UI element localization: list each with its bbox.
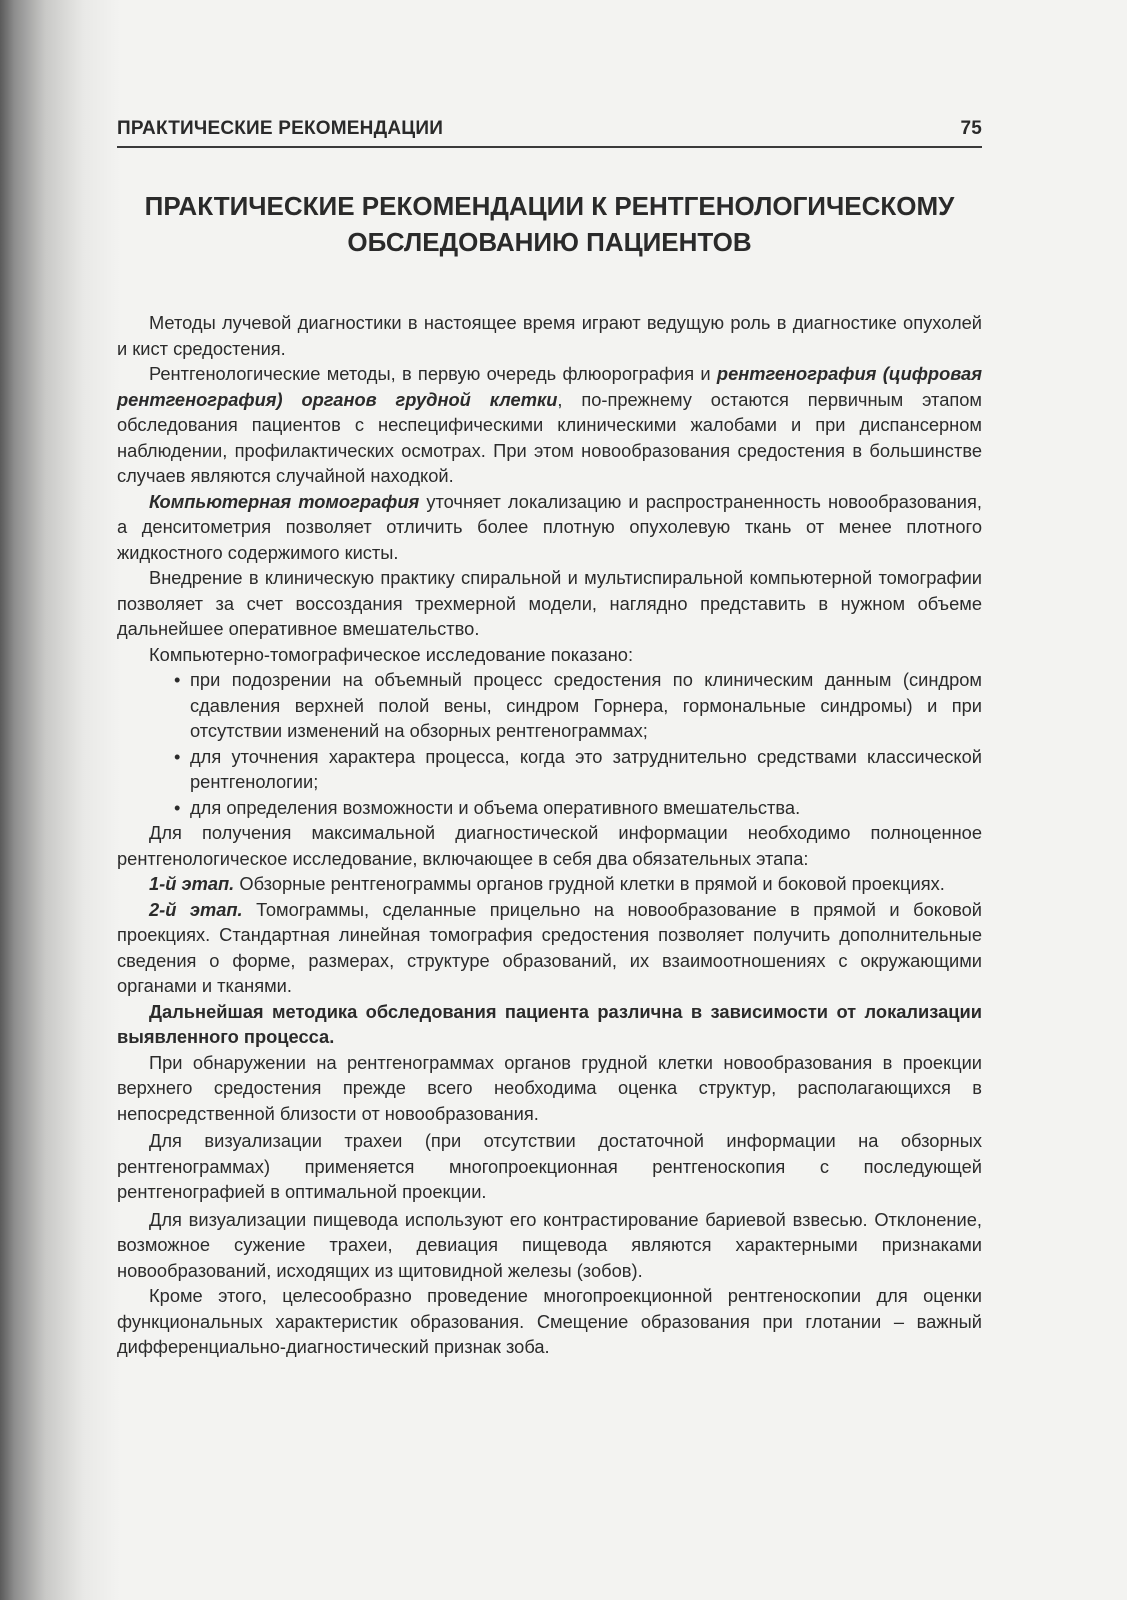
paragraph-9: Для визуализации трахеи (при отсутствии достаточной информации на обзорных рентгенограммах) применяется многопроекционная рентгеноскопия с последующей рентгенографией в оптимальной проекции. — [117, 1130, 982, 1202]
paragraph-3 — [117, 489, 982, 566]
chapter-title — [117, 188, 982, 260]
paragraph-11: Кроме этого, целесообразно проведение многопроекционной рентгеноскопии для оценки функциональных характеристик образования. Смещение образования при глотании – важный дифференциально-диагностический признак зоба. — [117, 1285, 982, 1357]
stage-2-text: Томограммы, сделанные прицельно на новообразование в прямой и боковой проекциях. Стандартная линейная томография средостения позволяет получить дополнительные сведения о форме, размерах, структуре образований, их взаимоотношениях с окружающими органами и тканями. — [117, 898, 982, 996]
bullet-icon: • — [174, 669, 181, 690]
chapter-title-line-1: ПРАКТИЧЕСКИЕ РЕКОМЕНДАЦИИ К РЕНТГЕНОЛОГИЧЕСКОМУ — [144, 191, 955, 221]
list-item-text: при подозрении на объемный процесс средостения по клиническим данным (синдром сдавления верхней полой вены, синдром Горнера, гормональные синдромы) и при отсутствии изменений на обзорных рентгенограммах; — [190, 669, 982, 741]
list-item — [174, 744, 982, 795]
stage-2-label: 2-й этап. — [149, 898, 243, 920]
paragraph-7-bold: Дальнейшая методика обследования пациента различна в зависимости от локализации выявленного процесса. — [117, 1000, 982, 1047]
paragraph-4: Внедрение в клиническую практику спиральной и мультиспиральной компьютерной томографии позволяет за счет воссоздания трехмерной модели, наглядно представить в нужном объеме дальнейшее оперативное вмешательство. — [117, 567, 982, 639]
list-item — [174, 667, 982, 744]
paragraph-2-emphasis: рентгенография (цифровая рентгенография) органов грудной клетки — [117, 363, 982, 410]
bullet-icon: • — [174, 745, 181, 767]
body-text — [117, 310, 982, 1360]
paragraph-2-start: Рентгенологические методы, в первую очередь флюорография и — [149, 363, 717, 384]
page-number: 75 — [960, 118, 982, 139]
paragraph-2-end: , по-прежнему остаются первичным этапом обследования пациентов с неспецифическими клиническими жалобами и при диспансерном наблюдении, профилактических осмотрах. При этом новообразования средостения в большинстве случаев являются случайной находкой. — [117, 388, 982, 486]
scan-binding-shadow — [0, 0, 120, 1600]
paragraph-8: При обнаружении на рентгенограммах органов грудной клетки новообразования в проекции верхнего средостения прежде всего необходима оценка структур, располагающихся в непосредственной близости от новообразования. — [117, 1051, 982, 1124]
stage-2 — [117, 897, 982, 999]
stage-1 — [117, 871, 982, 897]
running-header-section: ПРАКТИЧЕСКИЕ РЕКОМЕНДАЦИИ — [117, 118, 444, 139]
indications-list — [117, 667, 982, 820]
list-item-text: для определения возможности и объема оперативного вмешательства. — [190, 796, 801, 818]
stage-1-label: 1-й этап. — [149, 873, 235, 894]
stage-1-text: Обзорные рентгенограммы органов грудной клетки в прямой и боковой проекциях. — [234, 873, 945, 894]
running-header — [117, 118, 982, 148]
book-page — [117, 118, 982, 1360]
paragraph-5: Компьютерно-томографическое исследование показано: — [149, 643, 634, 665]
paragraph-6: Для получения максимальной диагностической информации необходимо полноценное рентгенологическое исследование, включающее в себя два обязательных этапа: — [117, 822, 982, 869]
list-item-text: для уточнения характера процесса, когда это затруднительно средствами классической рентгенологии; — [190, 745, 982, 792]
bullet-icon: • — [174, 796, 181, 818]
list-item — [174, 795, 982, 821]
paragraph-10: Для визуализации пищевода используют его контрастирование бариевой взвесью. Отклонение, возможное сужение трахеи, девиация пищевода являются характерными признаками новообразований, исходящих из щитовидной железы (зобов). — [117, 1208, 982, 1281]
paragraph-2 — [117, 361, 982, 489]
paragraph-3-end: уточняет локализацию и распространенность новообразования, а денситометрия позволяет отличить более плотную опухолевую ткань от менее плотного жидкостного содержимого кисты. — [117, 490, 982, 563]
paragraph-3-emphasis: Компьютерная томография — [149, 490, 420, 512]
paragraph-1: Методы лучевой диагностики в настоящее время играют ведущую роль в диагностике опухолей и кист средостения. — [117, 312, 982, 359]
chapter-title-line-2: ОБСЛЕДОВАНИЮ ПАЦИЕНТОВ — [347, 227, 752, 257]
